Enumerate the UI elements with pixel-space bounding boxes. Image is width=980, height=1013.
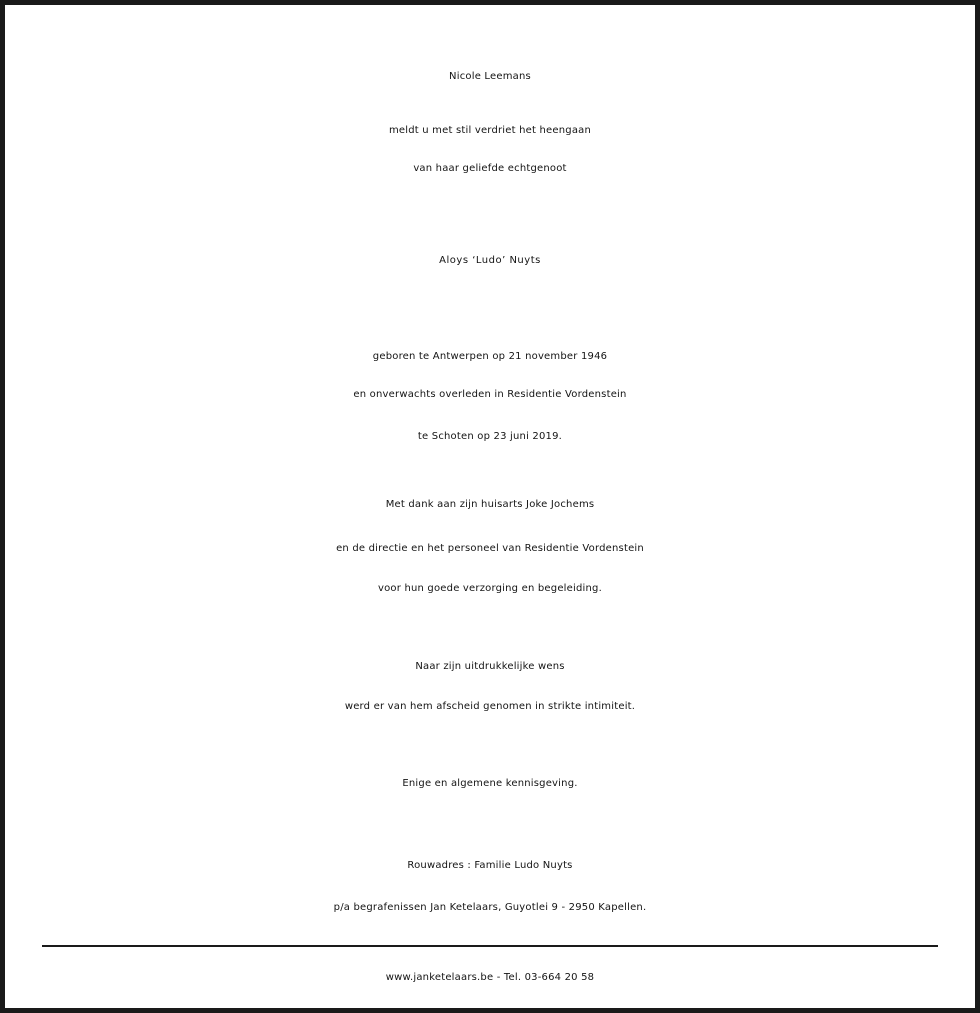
divider	[42, 945, 938, 947]
address-line: p/a begrafenissen Jan Ketelaars, Guyotlei 9 - 2950 Kapellen.	[333, 902, 647, 913]
thanks-line: Met dank aan zijn huisarts Joke Jochems	[385, 499, 595, 510]
birth-death-line: geboren te Antwerpen op 21 november 1946	[372, 351, 608, 362]
address-line: Rouwadres : Familie Ludo Nuyts	[407, 860, 573, 871]
wish-line: Naar zijn uitdrukkelijke wens	[415, 661, 565, 672]
thanks-line: voor hun goede verzorging en begeleiding.	[378, 583, 602, 594]
thanks-line: en de directie en het personeel van Residentie Vordenstein	[336, 543, 644, 554]
intro-line: meldt u met stil verdriet het heengaan	[388, 125, 592, 136]
birth-death-line: en onverwachts overleden in Residentie Vordenstein	[353, 389, 627, 400]
announcement: Enige en algemene kennisgeving.	[402, 778, 578, 789]
footer-contact: www.janketelaars.be - Tel. 03-664 20 58	[385, 972, 595, 983]
birth-death-line: te Schoten op 23 juni 2019.	[417, 431, 563, 442]
wish-line: werd er van hem afscheid genomen in strikte intimiteit.	[344, 701, 636, 712]
deceased-name: Aloys ‘Ludo’ Nuyts	[439, 255, 541, 266]
widow-name: Nicole Leemans	[449, 71, 531, 82]
intro-line: van haar geliefde echtgenoot	[413, 163, 567, 174]
